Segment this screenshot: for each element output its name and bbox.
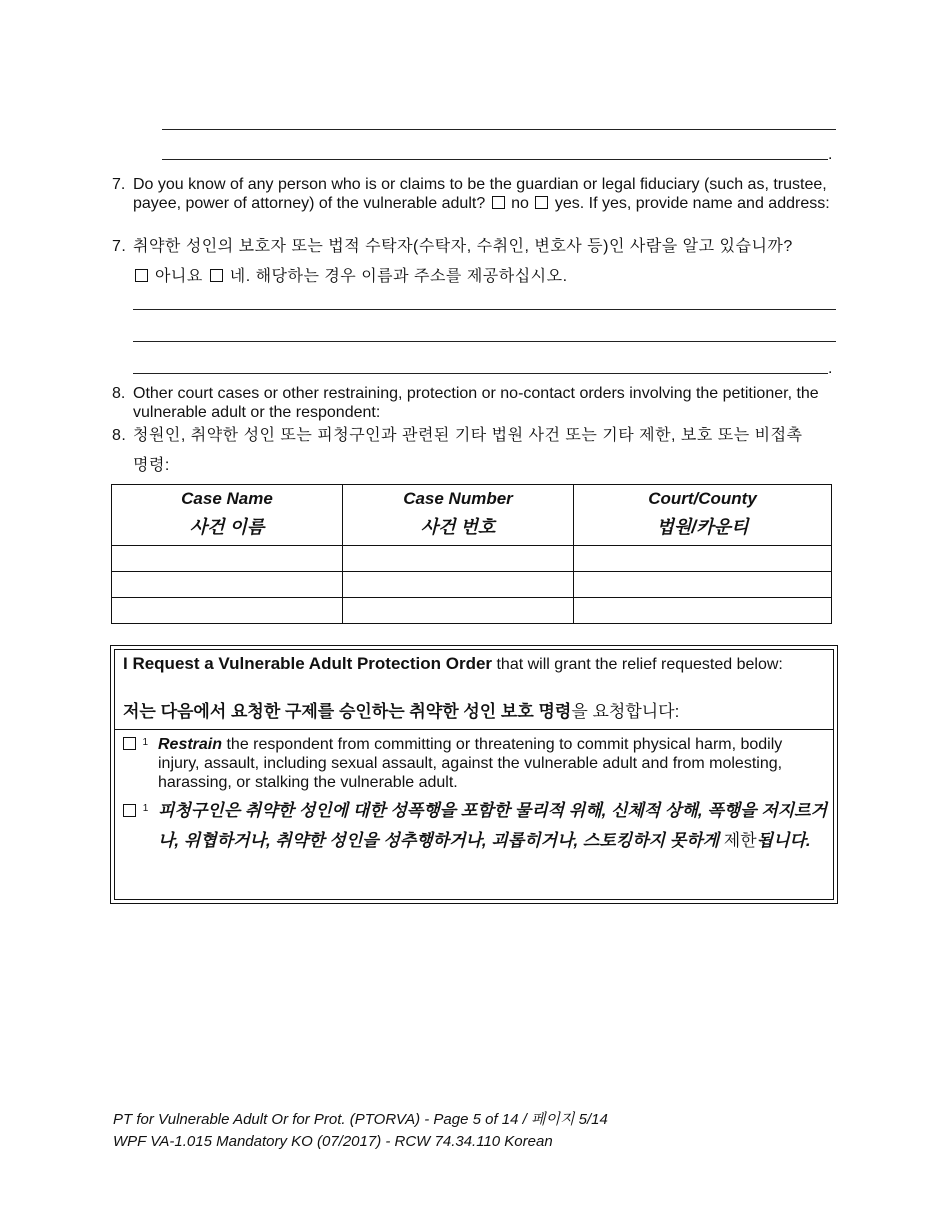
request-statement: I Request a Vulnerable Adult Protection Order that will grant the relief requested below: <box>123 654 783 673</box>
footnote-marker: 1 <box>142 737 149 748</box>
restrain-lead-korean <box>123 796 148 826</box>
answer-line-period: . <box>828 360 833 377</box>
restrain-checkbox[interactable] <box>123 737 136 750</box>
restrain-item <box>123 735 828 792</box>
question-7-text: Do you know of any person who is or claims to be the guardian or legal fiduciary (such as, trustee, payee, power of attorney) of the vulnerable adult? no yes. If yes, provide name and address: <box>133 176 830 212</box>
answer-line[interactable] <box>133 341 836 342</box>
header-court-county: Court/County 법원/카운티 <box>574 485 832 546</box>
request-title: I Request a Vulnerable Adult Protection Order <box>123 654 493 673</box>
question-7-number: 7. <box>112 176 126 193</box>
footer <box>113 1109 608 1153</box>
footer-line-2: WPF VA-1.015 Mandatory KO (07/2017) - RCW 74.34.110 Korean <box>113 1133 553 1150</box>
header-case-name: Case Name 사건 이름 <box>112 485 343 546</box>
yes-checkbox[interactable] <box>535 196 548 209</box>
yes-checkbox-korean[interactable] <box>210 269 223 282</box>
question-7-korean-text: 취약한 성인의 보호자 또는 법적 수탁자(수탁자, 수취인, 변호사 등)인 사람을 알고 있습니까? 아니요 네. 해당하는 경우 이름과 주소를 제공하십시오. <box>133 238 793 285</box>
question-8-korean <box>112 421 812 481</box>
yes-label-korean: 네. 해당하는 경우 이름과 주소를 제공하십시오. <box>229 268 568 285</box>
cell-case-name[interactable] <box>112 598 343 624</box>
question-8-text: Other court cases or other restraining, protection or no-contact orders involving the petitioner, the vulnerable adult or the respondent: <box>133 385 819 421</box>
cell-court-county[interactable] <box>574 572 832 598</box>
restrain-text: Restrain the respondent from committing or threatening to commit physical harm, bodily injury, assault, including sexual assault, against the vulnerable adult and from molesting, harassing, or stalking the vulnerable adult. <box>158 736 783 791</box>
question-7-korean-number: 7. <box>112 238 127 255</box>
table-row <box>112 598 832 624</box>
question-8 <box>112 384 832 422</box>
table-row <box>112 572 832 598</box>
cell-case-name[interactable] <box>112 572 343 598</box>
request-title-korean: 저는 다음에서 요청한 구제를 승인하는 취약한 성인 보호 명령 <box>123 702 572 721</box>
answer-line[interactable] <box>133 373 828 374</box>
restrain-item-korean <box>123 796 828 856</box>
question-8-number: 8. <box>112 385 126 402</box>
restrain-checkbox-korean[interactable] <box>123 804 136 817</box>
restrain-text-korean: 피청구인은 취약한 성인에 대한 성폭행을 포함한 물리적 위해, 신체적 상해, 폭행을 저지르거나, 위협하거나, 취약한 성인을 성추행하거나, 괴롭히거나, 스토킹하지 못하게 제한됩니다. <box>158 801 828 850</box>
no-label: no <box>511 195 529 212</box>
footer-line-1: PT for Vulnerable Adult Or for Prot. (PTORVA) - Page 5 of 14 / 페이지 5/14 <box>113 1111 608 1128</box>
request-statement-korean: 저는 다음에서 요청한 구제를 승인하는 취약한 성인 보호 명령을 요청합니다: <box>123 702 680 721</box>
no-checkbox[interactable] <box>492 196 505 209</box>
request-box-inner <box>114 649 834 900</box>
no-checkbox-korean[interactable] <box>135 269 148 282</box>
cell-case-name[interactable] <box>112 546 343 572</box>
request-box <box>110 645 838 904</box>
cell-case-number[interactable] <box>343 572 574 598</box>
question-7 <box>112 175 832 213</box>
cell-case-number[interactable] <box>343 546 574 572</box>
no-label-korean: 아니요 <box>154 268 203 285</box>
restrain-lead <box>123 735 148 754</box>
answer-line[interactable] <box>162 129 836 130</box>
yes-label: yes. If yes, provide name and address: <box>554 195 830 212</box>
table-header-row <box>112 485 832 546</box>
table-row <box>112 546 832 572</box>
divider <box>115 729 833 730</box>
answer-line[interactable] <box>133 309 836 310</box>
answer-line-period: . <box>828 146 833 163</box>
other-cases-table <box>111 484 832 624</box>
header-case-number: Case Number 사건 번호 <box>343 485 574 546</box>
question-7-korean <box>112 232 812 292</box>
footnote-marker-korean: 1 <box>142 803 149 814</box>
cell-court-county[interactable] <box>574 546 832 572</box>
question-8-korean-number: 8. <box>112 427 127 444</box>
cell-court-county[interactable] <box>574 598 832 624</box>
answer-line[interactable] <box>162 159 828 160</box>
question-8-korean-text: 청원인, 취약한 성인 또는 피청구인과 관련된 기타 법원 사건 또는 기타 제한, 보호 또는 비접촉 명령: <box>133 427 803 474</box>
cell-case-number[interactable] <box>343 598 574 624</box>
